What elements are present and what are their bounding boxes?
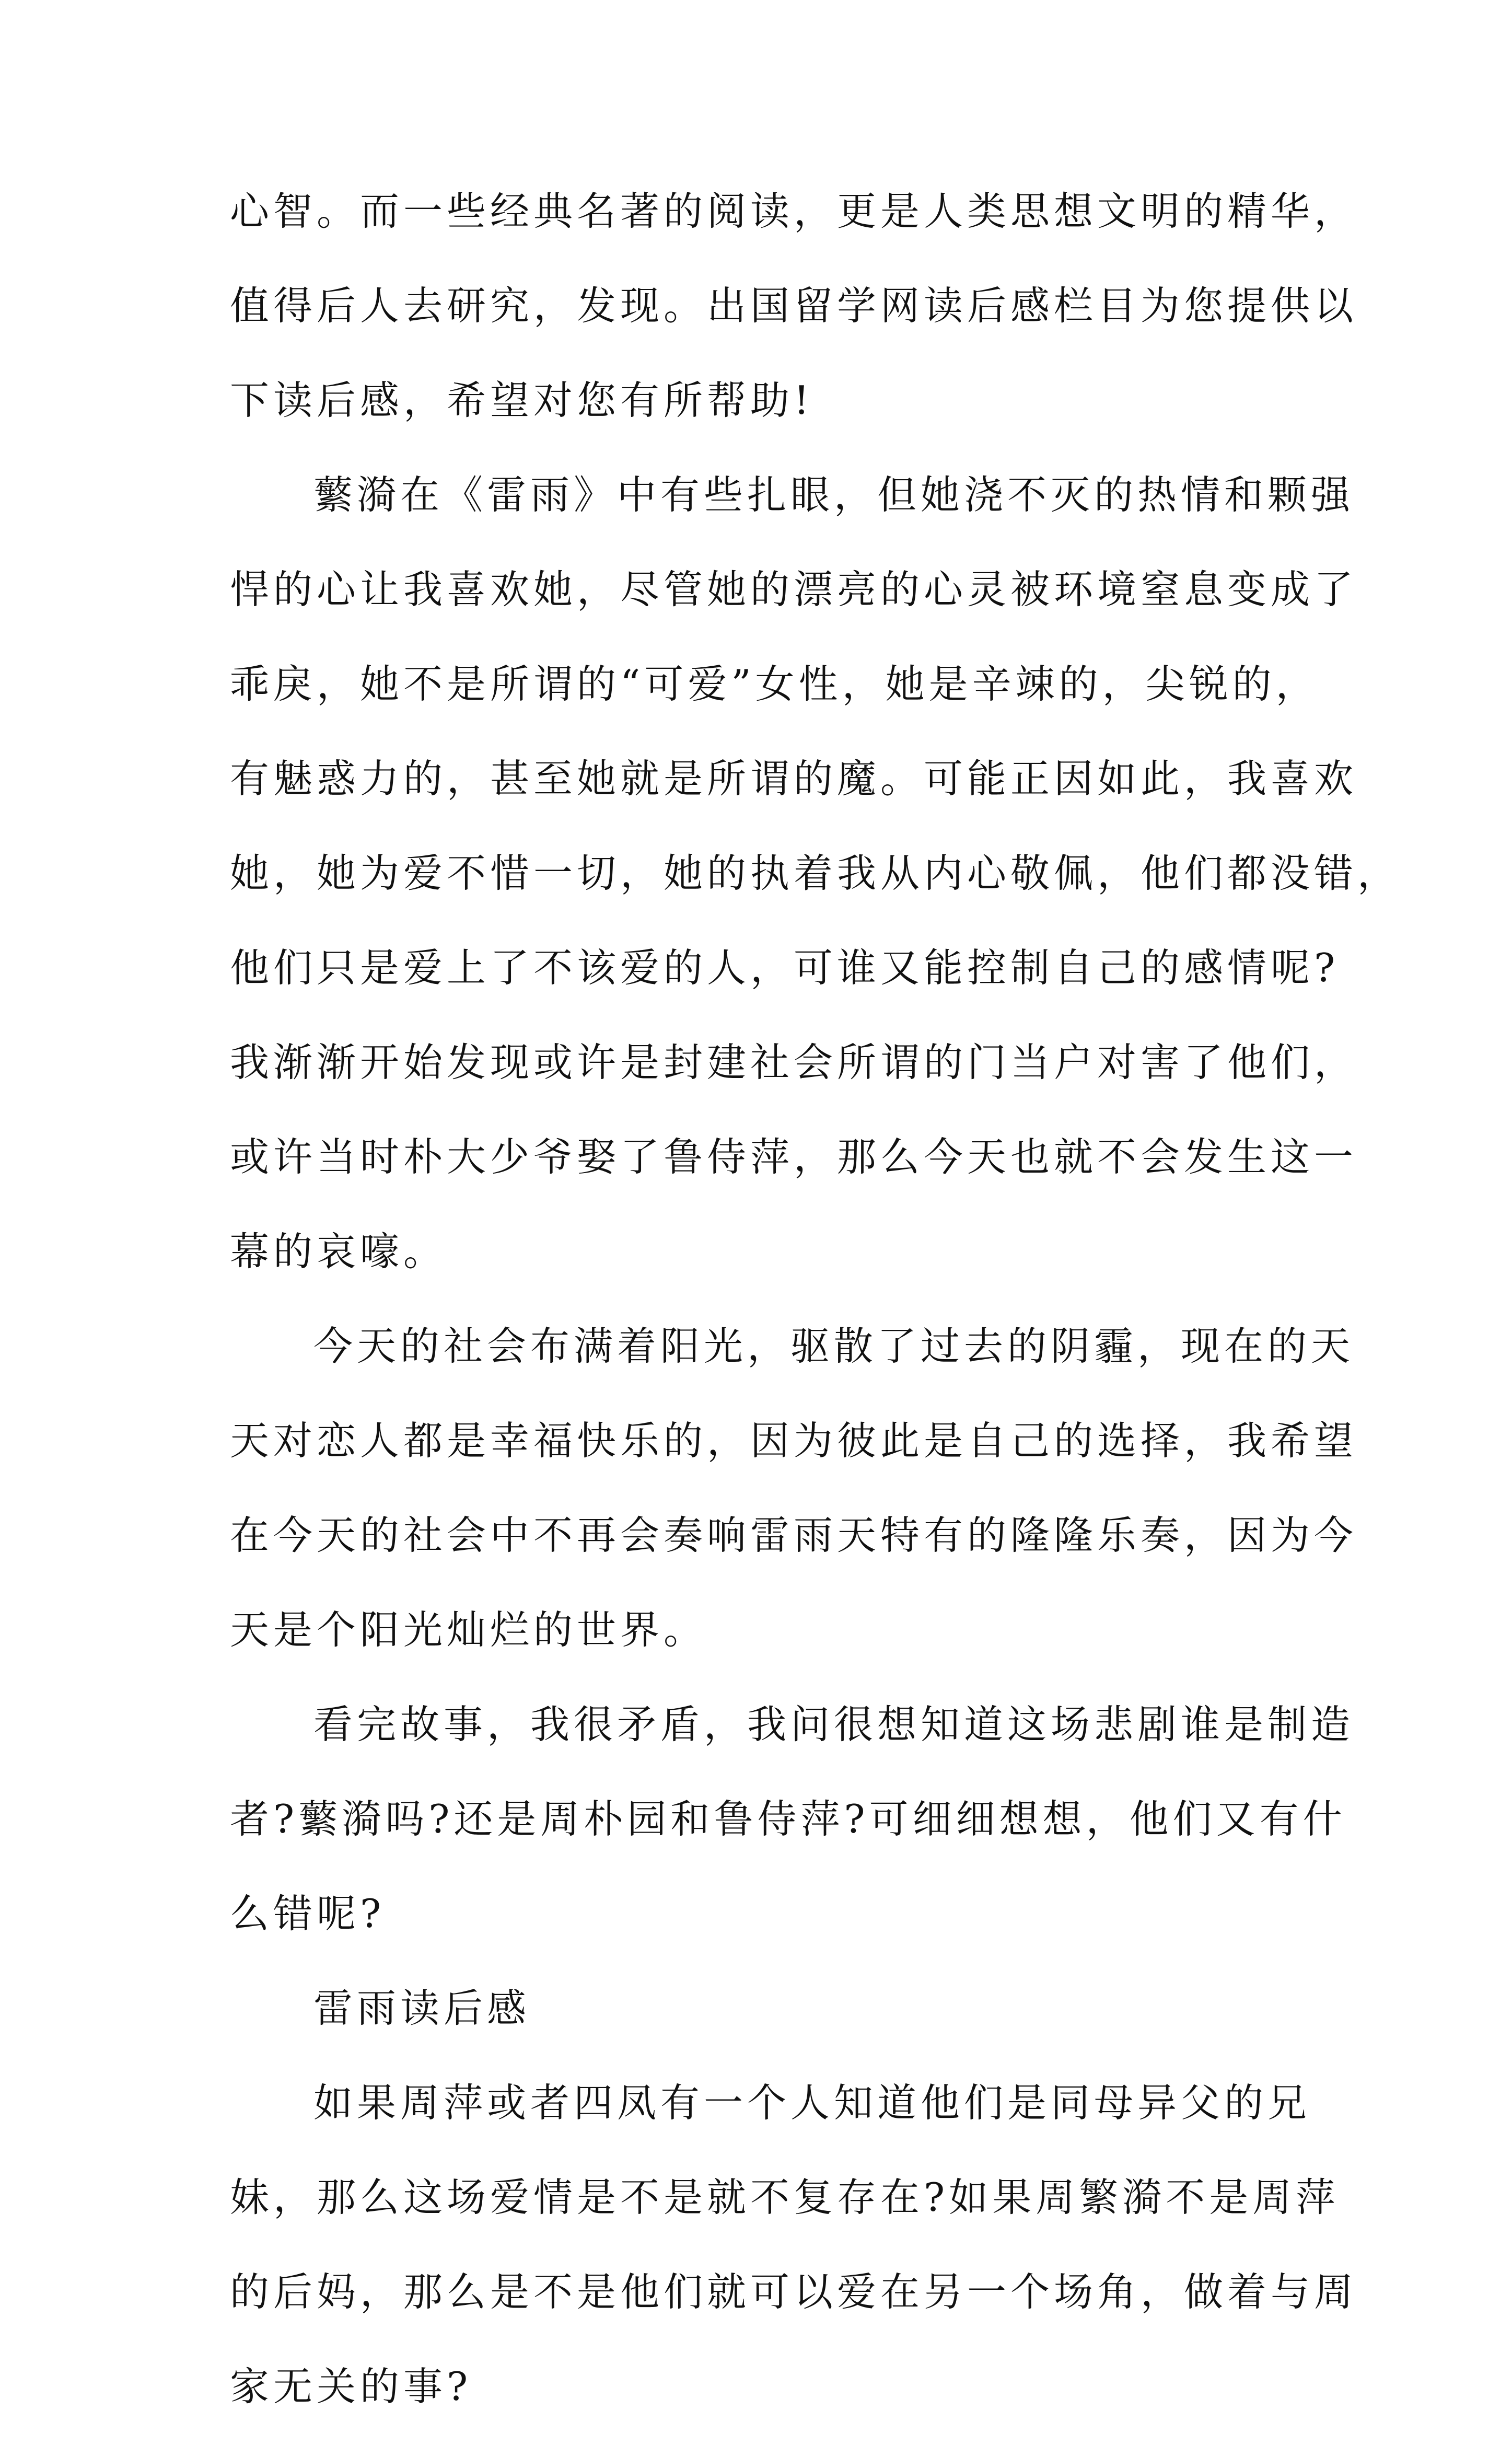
text-line: 天对恋人都是幸福快乐的，因为彼此是自己的选择，我希望 bbox=[230, 1418, 1358, 1464]
document-body bbox=[230, 187, 1401, 2457]
text-line: 下读后感，希望对您有所帮助! bbox=[230, 377, 814, 423]
text-line: 乖戾，她不是所谓的“可爱”女性，她是辛竦的，尖锐的， bbox=[230, 661, 1319, 707]
text-line: 她，她为爱不惜一切，她的执着我从内心敬佩，他们都没错， bbox=[230, 850, 1401, 896]
text-line: 看完故事，我很矛盾，我问很想知道这场悲剧谁是制造 bbox=[313, 1701, 1355, 1747]
text-line: 在今天的社会中不再会奏响雷雨天特有的隆隆乐奏，因为今 bbox=[230, 1512, 1358, 1558]
paragraph-today bbox=[230, 1322, 1358, 1654]
text-line: 他们只是爱上了不该爱的人，可谁又能控制自己的感情呢? bbox=[230, 945, 1340, 991]
text-line: 蘩漪在《雷雨》中有些扎眼，但她浇不灭的热情和颗强 bbox=[313, 472, 1355, 518]
text-line: 么错呢? bbox=[230, 1891, 386, 1937]
text-line: 妹，那么这场爱情是不是就不复存在?如果周繁漪不是周萍 bbox=[230, 2174, 1340, 2220]
text-line: 或许当时朴大少爷娶了鲁侍萍，那么今天也就不会发生这一 bbox=[230, 1134, 1358, 1180]
text-line: 幕的哀嚎。 bbox=[230, 1228, 447, 1274]
text-line: 的后妈，那么是不是他们就可以爱在另一个场角，做着与周 bbox=[230, 2269, 1358, 2315]
text-line: 者?蘩漪吗?还是周朴园和鲁侍萍?可细细想想，他们又有什 bbox=[230, 1796, 1346, 1842]
paragraph-ifzhouping bbox=[230, 2079, 1358, 2411]
paragraph-fanyi bbox=[230, 471, 1401, 1276]
text-line: 今天的社会布满着阳光，驱散了过去的阴霾，现在的天 bbox=[313, 1323, 1355, 1369]
text-line: 值得后人去研究，发现。出国留学网读后感栏目为您提供以 bbox=[230, 283, 1358, 329]
text-line: 有魅惑力的，甚至她就是所谓的魔。可能正因如此，我喜欢 bbox=[230, 756, 1358, 802]
section-title: 雷雨读后感 bbox=[313, 1985, 531, 2031]
text-line: 家无关的事? bbox=[230, 2363, 472, 2409]
paragraph-story bbox=[230, 1700, 1355, 1938]
paragraph-intro bbox=[230, 187, 1358, 425]
text-line: 我渐渐开始发现或许是封建社会所谓的门当户对害了他们， bbox=[230, 1039, 1358, 1085]
section-heading bbox=[230, 1984, 1301, 2033]
text-line: 天是个阳光灿烂的世界。 bbox=[230, 1607, 707, 1653]
text-line: 如果周萍或者四凤有一个人知道他们是同母异父的兄 bbox=[313, 2080, 1311, 2126]
text-line: 悍的心让我喜欢她，尽管她的漂亮的心灵被环境窒息变成了 bbox=[230, 566, 1358, 612]
text-line: 心智。而一些经典名著的阅读，更是人类思想文明的精华， bbox=[230, 188, 1358, 234]
